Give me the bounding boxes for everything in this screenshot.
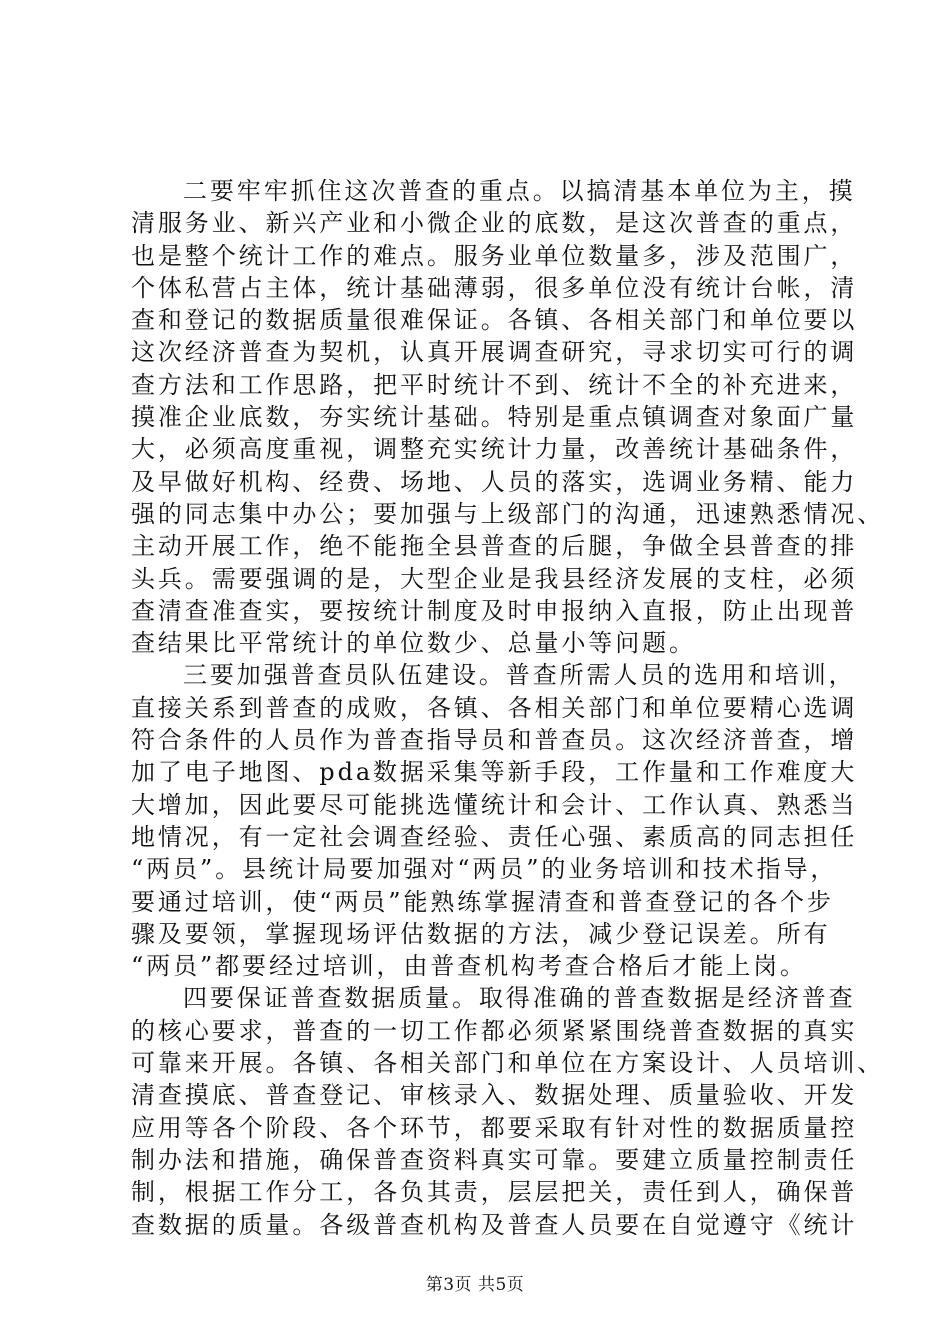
text-line: 应用等各个阶段、各个环节，都要采取有针对性的数据质量控 — [131, 1113, 858, 1142]
text-line: 查结果比平常统计的单位数少、总量小等问题。 — [131, 629, 696, 658]
text-line: 摸准企业底数，夯实统计基础。特别是重点镇调查对象面广量 — [131, 403, 858, 432]
text-line: 的核心要求，普查的一切工作都必须紧紧围绕普查数据的真实 — [131, 1016, 858, 1045]
text-line: 头兵。需要强调的是，大型企业是我县经济发展的支柱，必须 — [131, 564, 858, 593]
text-line: 及早做好机构、经费、场地、人员的落实，选调业务精、能力 — [131, 467, 858, 496]
body-text — [131, 175, 885, 1241]
text-line: “两员”都要经过培训，由普查机构考查合格后才能上岗。 — [131, 952, 807, 981]
text-line: 查数据的质量。各级普查机构及普查人员要在自觉遵守《统计 — [131, 1210, 858, 1239]
text-line: 清服务业、新兴产业和小微企业的底数，是这次普查的重点， — [131, 209, 858, 238]
text-line: 查和登记的数据质量很难保证。各镇、各相关部门和单位要以 — [131, 306, 858, 335]
text-line: 个体私营占主体，统计基础薄弱，很多单位没有统计台帐，清 — [131, 273, 858, 302]
text-line: 查方法和工作思路，把平时统计不到、统计不全的补充进来， — [131, 370, 858, 399]
text-line: 二要牢牢抓住这次普查的重点。以搞清基本单位为主，摸 — [183, 177, 856, 205]
text-line: 可靠来开展。各镇、各相关部门和单位在方案设计、人员培训、 — [131, 1049, 885, 1078]
text-line: 大，必须高度重视，调整充实统计力量，改善统计基础条件， — [131, 435, 858, 464]
text-line: 骤及要领，掌握现场评估数据的方法，减少登记误差。所有 — [131, 919, 831, 948]
text-line: 这次经济普查为契机，认真开展调查研究，寻求切实可行的调 — [131, 338, 858, 367]
text-line: 清查摸底、普查登记、审核录入、数据处理、质量验收、开发 — [131, 1081, 858, 1110]
text-line: “两员”。县统计局要加强对“两员”的业务培训和技术指导， — [131, 855, 838, 884]
text-line: 主动开展工作，绝不能拖全县普查的后腿，争做全县普查的排 — [131, 532, 858, 561]
text-line: 制办法和措施，确保普查资料真实可靠。要建立质量控制责任 — [131, 1145, 858, 1174]
text-line: 大增加，因此要尽可能挑选懂统计和会计、工作认真、熟悉当 — [131, 790, 858, 819]
text-line: 要通过培训，使“两员”能熟练掌握清查和普查登记的各个步 — [131, 887, 834, 916]
text-line: 制，根据工作分工，各负其责，层层把关，责任到人，确保普 — [131, 1178, 858, 1207]
text-line: 直接关系到普查的成败，各镇、各相关部门和单位要精心选调 — [131, 693, 858, 722]
text-line: 也是整个统计工作的难点。服务业单位数量多，涉及范围广， — [131, 241, 858, 270]
text-line: 符合条件的人员作为普查指导员和普查员。这次经济普查，增 — [131, 726, 858, 755]
text-line: 强的同志集中办公；要加强与上级部门的沟通，迅速熟悉情况、 — [131, 499, 885, 528]
text-line: 加了电子地图、pda数据采集等新手段，工作量和工作难度大 — [131, 758, 858, 787]
text-line: 查清查准查实，要按统计制度及时申报纳入直报，防止出现普 — [131, 596, 858, 625]
page-footer: 第3页 共5页 — [425, 1275, 525, 1295]
text-line: 三要加强普查员队伍建设。普查所需人员的选用和培训， — [183, 661, 856, 690]
text-line: 地情况，有一定社会调查经验、责任心强、素质高的同志担任 — [131, 822, 858, 851]
text-line: 四要保证普查数据质量。取得准确的普查数据是经济普查 — [183, 984, 856, 1013]
